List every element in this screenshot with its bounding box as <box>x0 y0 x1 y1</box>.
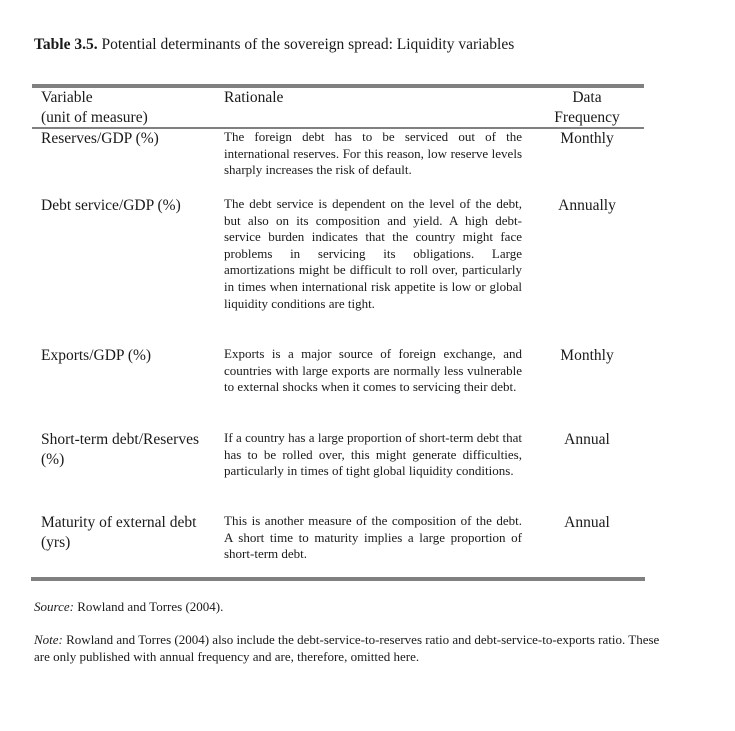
variable-cell: Exports/GDP (%) <box>41 347 152 364</box>
rationale-cell: This is another measure of the composition of the debt. A short time to maturity implies a large proportion of short-term debt. <box>224 513 522 562</box>
frequency-cell: Monthly <box>560 347 614 364</box>
frequency-cell: Annual <box>564 431 610 448</box>
header-line: Data <box>572 89 602 106</box>
variable-cell: Debt service/GDP (%) <box>41 197 181 214</box>
variable-cell: Maturity of external debt (yrs) <box>41 514 197 551</box>
frequency-cell: Monthly <box>560 130 614 147</box>
table-title <box>34 36 514 54</box>
frequency-cell: Annually <box>558 197 616 214</box>
column-header-rationale: Rationale <box>224 89 284 106</box>
table-title-text: Potential determinants of the sovereign spread: Liquidity variables <box>101 36 515 53</box>
bottom-rule <box>31 577 645 581</box>
header-line: (unit of measure) <box>41 109 148 126</box>
source-note <box>34 598 674 615</box>
source-text: Rowland and Torres (2004). <box>73 599 224 614</box>
column-header-variable <box>41 88 148 128</box>
rationale-cell: Exports is a major source of foreign exchange, and countries with large exports are normally less vulnerable to external shocks when it comes to servicing their debt. <box>224 346 522 395</box>
footnote <box>34 631 674 665</box>
table-number: Table 3.5. <box>34 36 98 53</box>
header-line: Frequency <box>554 109 620 126</box>
frequency-cell: Annual <box>564 514 610 531</box>
variable-cell: Short-term debt/Reserves (%) <box>41 431 199 468</box>
variable-cell: Reserves/GDP (%) <box>41 130 159 147</box>
note-text: Rowland and Torres (2004) also include the debt-service-to-reserves ratio and debt-service-to-exports ratio. These are only published with annual frequency and are, therefore, omitted here. <box>34 632 660 664</box>
rationale-cell: The debt service is dependent on the level of the debt, but also on its composition and yield. A high debt-service burden indicates that the country might face problems in servicing its obligations. Large amortizations might be difficult to roll over, particularly in times when international risk appetite is low or global liquidity conditions are tight. <box>224 196 522 311</box>
rationale-cell: The foreign debt has to be serviced out of the international reserves. For this reason, low reserve levels sharply increases the risk of default. <box>224 129 522 178</box>
header-line: Variable <box>41 89 93 106</box>
column-header-frequency <box>545 88 629 128</box>
source-label: Source: <box>34 599 74 614</box>
note-label: Note: <box>34 632 63 647</box>
rationale-cell: If a country has a large proportion of short-term debt that has to be rolled over, this might generate difficulties, particularly in times of tight global liquidity conditions. <box>224 430 522 479</box>
